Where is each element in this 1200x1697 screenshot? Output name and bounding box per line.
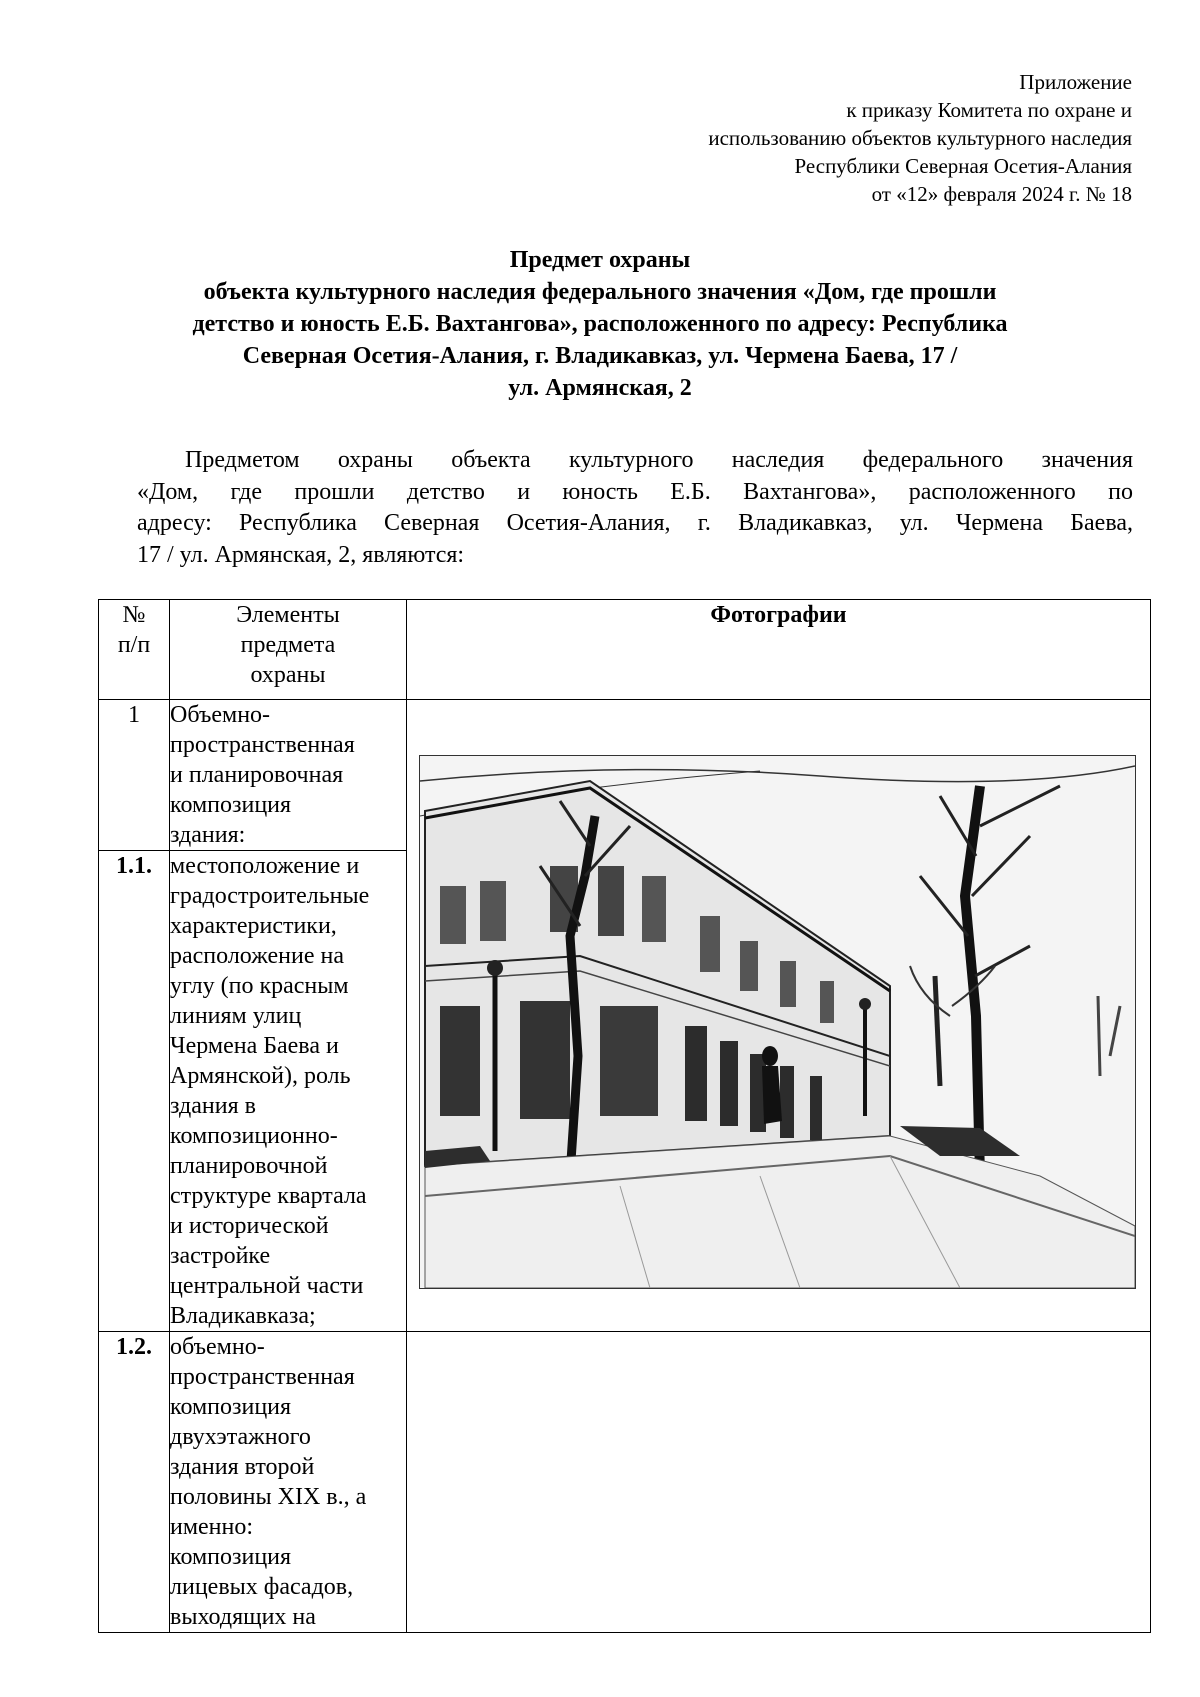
row-element-line: планировочной: [170, 1153, 328, 1179]
building-photo: [419, 755, 1136, 1289]
row-element-line: Владикавказа;: [170, 1303, 316, 1329]
row-element-line: местоположение и: [170, 853, 360, 879]
row-element-line: структуре квартала: [170, 1183, 367, 1209]
row-element: [170, 851, 407, 1332]
table-row: [99, 1332, 1151, 1633]
title-line: ул. Армянская, 2: [508, 375, 692, 401]
intro-line: «Дом, где прошли детство и юность Е.Б. Вахтангова», расположенного по: [137, 478, 1133, 505]
appendix-line: от «12» февраля 2024 г. № 18: [871, 182, 1132, 206]
header-elements: [170, 600, 407, 700]
row-element-line: объемно-: [170, 1334, 265, 1360]
row-element-line: застройке: [170, 1243, 271, 1269]
table-header-row: [99, 600, 1151, 700]
intro-line: 17 / ул. Армянская, 2, являются:: [137, 541, 465, 568]
row-element-line: лицевых фасадов,: [170, 1574, 354, 1600]
row-element-line: здания второй: [170, 1454, 315, 1480]
appendix-line: использованию объектов культурного наследия: [708, 126, 1132, 150]
row-element-line: градостроительные: [170, 883, 370, 909]
row-element-line: здания в: [170, 1093, 256, 1119]
row-element-line: композиционно-: [170, 1123, 338, 1149]
row-element-line: двухэтажного: [170, 1424, 311, 1450]
row-number: 1.1.: [99, 851, 170, 1332]
row-element-line: половины XIX в., а: [170, 1484, 367, 1510]
header-photos: Фотографии: [407, 600, 1151, 700]
row-element-line: Армянской), роль: [170, 1063, 351, 1089]
row-element-line: углу (по красным: [170, 973, 349, 999]
title-line: объекта культурного наследия федерального значения «Дом, где прошли: [203, 279, 997, 305]
row-element-line: именно:: [170, 1514, 254, 1540]
appendix-line: Республики Северная Осетия-Алания: [794, 154, 1132, 178]
row-number: 1: [99, 700, 170, 851]
row-element-line: расположение на: [170, 943, 344, 969]
row-element-line: линиям улиц: [170, 1003, 302, 1029]
intro-line: адресу: Республика Северная Осетия-Алания, г. Владикавказ, ул. Чермена Баева,: [137, 510, 1133, 536]
intro-paragraph: [137, 445, 1133, 571]
header-elements-line: охраны: [250, 662, 326, 688]
appendix-line: Приложение: [1019, 70, 1132, 94]
title-line: Предмет охраны: [509, 247, 691, 273]
row-element-line: пространственная: [170, 1364, 355, 1390]
photo-cell-empty: [407, 1332, 1151, 1633]
row-element: [170, 1332, 407, 1633]
row-element-line: композиция: [170, 1394, 292, 1420]
document-title: [100, 244, 1100, 404]
appendix-line: к приказу Комитета по охране и: [846, 98, 1132, 122]
row-number: 1.2.: [99, 1332, 170, 1633]
row-element-line: и планировочная: [170, 762, 344, 788]
header-number-line: №: [122, 602, 146, 628]
appendix-header: [512, 68, 1132, 208]
photo-cell: [407, 700, 1151, 1332]
header-number: [99, 600, 170, 700]
intro-line: Предметом охраны объекта культурного наследия федерального значения: [185, 447, 1133, 473]
row-element-line: центральной части: [170, 1273, 364, 1299]
row-element-line: пространственная: [170, 732, 355, 758]
building-photo-image: [420, 756, 1135, 1288]
protection-table: [98, 599, 1151, 1633]
header-elements-line: предмета: [240, 632, 336, 658]
row-element-line: выходящих на: [170, 1604, 316, 1630]
row-element-line: Объемно-: [170, 702, 271, 728]
row-element: [170, 700, 407, 851]
row-element-line: композиция: [170, 1544, 292, 1570]
title-line: детство и юность Е.Б. Вахтангова», расположенного по адресу: Республика: [192, 311, 1008, 337]
row-element-line: здания:: [170, 822, 246, 848]
header-elements-line: Элементы: [236, 602, 340, 628]
row-element-line: Чермена Баева и: [170, 1033, 339, 1059]
row-element-line: характеристики,: [170, 913, 337, 939]
row-element-line: композиция: [170, 792, 292, 818]
title-line: Северная Осетия-Алания, г. Владикавказ, ул. Чермена Баева, 17 /: [242, 343, 958, 369]
table-row: [99, 700, 1151, 851]
header-number-line: п/п: [117, 632, 151, 658]
row-element-line: и исторической: [170, 1213, 329, 1239]
